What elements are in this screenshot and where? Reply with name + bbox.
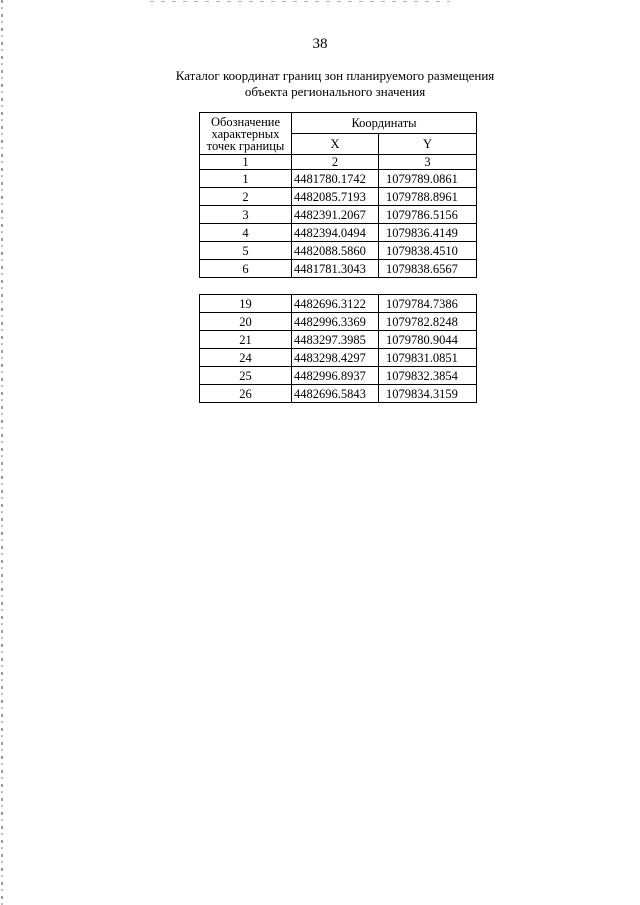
x-value: 4482696.3122: [292, 295, 379, 313]
x-value: 4481781.3043: [292, 260, 379, 278]
designation-header-line-2: характерных: [211, 126, 280, 141]
x-value: 4482394.0494: [292, 224, 379, 242]
point-id: 25: [200, 367, 292, 385]
page-title: [150, 68, 520, 100]
point-id: 19: [200, 295, 292, 313]
point-id: 20: [200, 313, 292, 331]
designation-header-line-3: точек границы: [206, 138, 285, 153]
table-row: [200, 260, 477, 278]
table-header-row: [200, 113, 477, 134]
table-row: [200, 242, 477, 260]
column-number-3: 3: [379, 155, 477, 170]
y-value: 1079789.0861: [379, 170, 477, 188]
table-row: [200, 170, 477, 188]
point-id: 6: [200, 260, 292, 278]
scan-edge-top: [150, 1, 450, 2]
point-id: 26: [200, 385, 292, 403]
table-row: [200, 224, 477, 242]
x-value: 4482696.5843: [292, 385, 379, 403]
y-value: 1079832.3854: [379, 367, 477, 385]
table-row: [200, 385, 477, 403]
x-value: 4482085.7193: [292, 188, 379, 206]
x-value: 4481780.1742: [292, 170, 379, 188]
y-value: 1079784.7386: [379, 295, 477, 313]
designation-header: [200, 113, 292, 155]
coordinates-table-continued: [199, 294, 477, 403]
point-id: 5: [200, 242, 292, 260]
point-id: 2: [200, 188, 292, 206]
designation-header-line-1: Обозначение: [210, 114, 281, 129]
table-row: [200, 206, 477, 224]
page-number: 38: [312, 36, 328, 52]
y-value: 1079834.3159: [379, 385, 477, 403]
table-row: [200, 313, 477, 331]
table-row: [200, 349, 477, 367]
point-id: 1: [200, 170, 292, 188]
y-value: 1079838.4510: [379, 242, 477, 260]
point-id: 3: [200, 206, 292, 224]
coordinates-table: [199, 112, 477, 278]
scan-edge-left: [1, 0, 3, 905]
column-number-row: [200, 155, 477, 170]
point-id: 21: [200, 331, 292, 349]
table-row: [200, 367, 477, 385]
y-value: 1079838.6567: [379, 260, 477, 278]
y-value: 1079788.8961: [379, 188, 477, 206]
table-row: [200, 331, 477, 349]
x-value: 4482391.2067: [292, 206, 379, 224]
point-id: 4: [200, 224, 292, 242]
x-value: 4482088.5860: [292, 242, 379, 260]
title-line-2: объекта регионального значения: [244, 84, 426, 99]
column-number-2: 2: [292, 155, 379, 170]
x-value: 4482996.8937: [292, 367, 379, 385]
column-number-1: 1: [200, 155, 292, 170]
x-header: X: [292, 134, 379, 155]
x-value: 4482996.3369: [292, 313, 379, 331]
x-value: 4483298.4297: [292, 349, 379, 367]
y-value: 1079786.5156: [379, 206, 477, 224]
coordinates-header: Координаты: [292, 113, 477, 134]
title-line-1: Каталог координат границ зон планируемого размещения: [175, 68, 495, 83]
y-value: 1079780.9044: [379, 331, 477, 349]
point-id: 24: [200, 349, 292, 367]
y-value: 1079831.0851: [379, 349, 477, 367]
y-header: Y: [379, 134, 477, 155]
y-value: 1079782.8248: [379, 313, 477, 331]
table-row: [200, 188, 477, 206]
x-value: 4483297.3985: [292, 331, 379, 349]
y-value: 1079836.4149: [379, 224, 477, 242]
table-row: [200, 295, 477, 313]
